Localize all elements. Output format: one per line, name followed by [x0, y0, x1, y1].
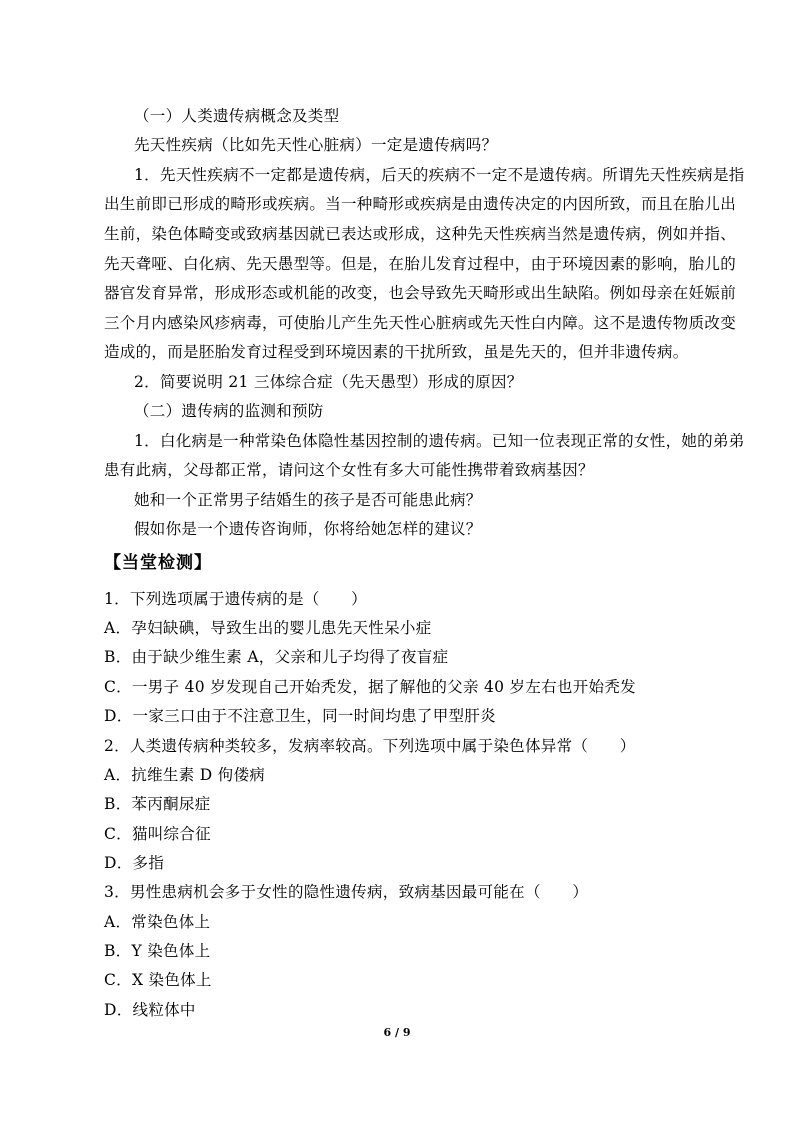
question-line: 1．下列选项属于遗传病的是（ ） — [104, 590, 367, 608]
option-line: C．一男子 40 岁发现自己开始秃发，据了解他的父亲 40 岁左右也开始秃发 — [104, 678, 636, 696]
paragraph-line: 假如你是一个遗传咨询师，你将给她怎样的建议？ — [134, 520, 482, 538]
option-line: A．抗维生素 D 佝偻病 — [104, 766, 266, 784]
paragraph-line: 出生前即已形成的畸形或疾病。当一种畸形或疾病是由遗传决定的内因所致，而且在胎儿出 — [104, 195, 737, 213]
option-line: C．X 染色体上 — [104, 971, 212, 989]
question-line: 2．人类遗传病种类较多，发病率较高。下列选项中属于染色体异常（ ） — [104, 737, 636, 755]
paragraph-line: 器官发育异常，形成形态或机能的改变，也会导致先天畸形或出生缺陷。例如母亲在妊娠前 — [104, 284, 737, 302]
option-line: D．一家三口由于不注意卫生，同一时间均患了甲型肝炎 — [104, 707, 496, 725]
paragraph-line: 三个月内感染风疹病毒，可使胎儿产生先天性心脏病或先天性白内障。这不是遗传物质改变 — [104, 314, 737, 332]
paragraph-line: 1．白化病是一种常染色体隐性基因控制的遗传病。已知一位表现正常的女性，她的弟弟 — [134, 432, 745, 450]
page-number: 6 / 9 — [383, 1026, 411, 1039]
option-line: A．孕妇缺碘，导致生出的婴儿患先天性呆小症 — [104, 619, 432, 637]
option-line: B．由于缺少维生素 A，父亲和儿子均得了夜盲症 — [104, 648, 449, 666]
check-heading: 【当堂检测】 — [104, 553, 212, 573]
paragraph-line: 患有此病，父母都正常，请问这个女性有多大可能性携带着致病基因？ — [104, 461, 594, 479]
option-line: B．Y 染色体上 — [104, 942, 211, 960]
paragraph-line: 先天聋哑、白化病、先天愚型等。但是，在胎儿发育过程中，由于环境因素的影响，胎儿的 — [104, 255, 737, 273]
question-text: 2．简要说明 21 三体综合症（先天愚型）形成的原因？ — [134, 373, 523, 391]
option-line: A．常染色体上 — [104, 913, 211, 931]
paragraph-line: 造成的，而是胚胎发育过程受到环境因素的干扰所致，虽是先天的，但并非遗传病。 — [104, 343, 689, 361]
option-line: D．多指 — [104, 854, 165, 872]
paragraph-line: 她和一个正常男子结婚生的孩子是否可能患此病？ — [134, 491, 482, 509]
option-line: B．苯丙酮尿症 — [104, 795, 211, 813]
question-text: 先天性疾病（比如先天性心脏病）一定是遗传病吗？ — [134, 136, 498, 154]
section-title-2: （二）遗传病的监测和预防 — [134, 402, 324, 420]
option-line: D．线粒体中 — [104, 1001, 196, 1019]
paragraph-line: 生前，染色体畸变或致病基因就已表达或形成，这种先天性疾病当然是遗传病，例如并指、 — [104, 225, 737, 243]
option-line: C．猫叫综合征 — [104, 825, 211, 843]
section-title-1: （一）人类遗传病概念及类型 — [134, 107, 340, 125]
paragraph-line: 1．先天性疾病不一定都是遗传病，后天的疾病不一定不是遗传病。所谓先天性疾病是指 — [134, 166, 745, 184]
question-line: 3．男性患病机会多于女性的隐性遗传病，致病基因最可能在（ ） — [104, 883, 589, 901]
